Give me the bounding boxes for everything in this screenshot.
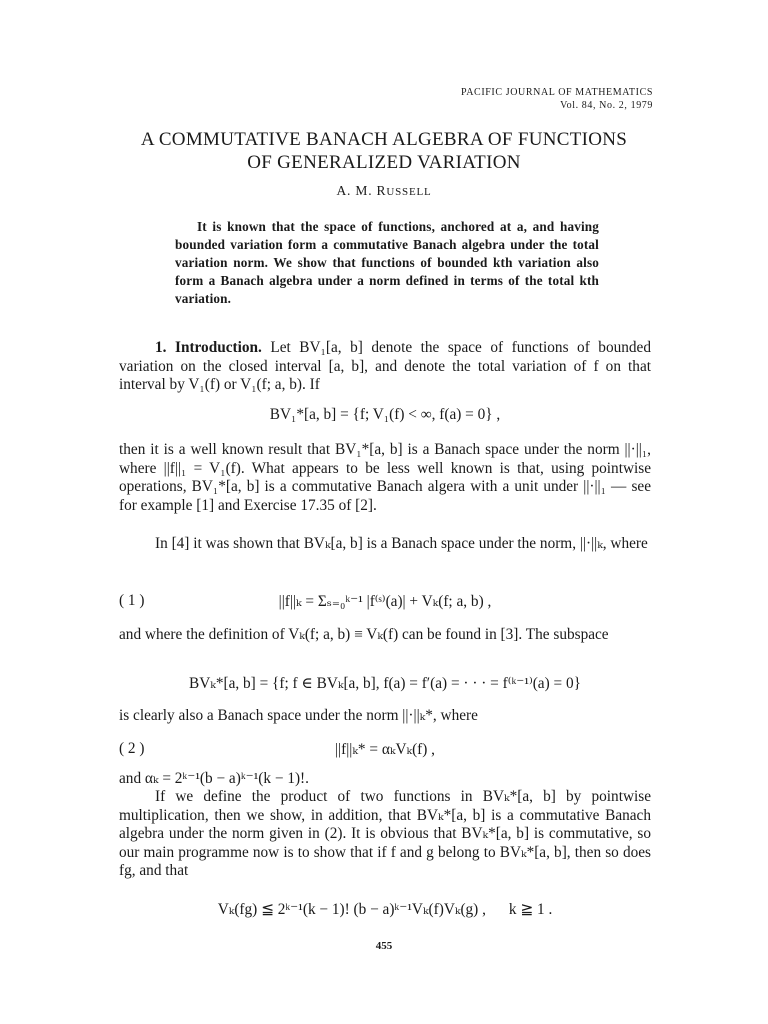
intro-paragraph-4: and where the definition of Vₖ(f; a, b) ≡ Vₖ(f) can be found in [3]. The subspace <box>119 626 609 643</box>
equation-1-expr: ||f||ₖ = Σₛ₌₀ᵏ⁻¹ |f⁽ˢ⁾(a)| + Vₖ(f; a, b) , <box>278 593 492 610</box>
journal-name: PACIFIC JOURNAL OF MATHEMATICS <box>460 87 653 98</box>
journal-volume: Vol. 84, No. 2, 1979 <box>560 100 653 111</box>
intro-paragraph-3: In [4] it was shown that BVₖ[a, b] is a Banach space under the norm, ||·||ₖ, where <box>155 535 648 552</box>
title-line-1: A COMMUTATIVE BANACH ALGEBRA OF FUNCTIONS <box>140 129 628 150</box>
equation-2-number: ( 2 ) <box>119 740 145 757</box>
intro-paragraph-2: then it is a well known result that BV₁*[a, b] is a Banach space under the norm ||·||₁, where ||f||₁ = V₁(f). What appears to be less well known is that, using pointwise operations, BV₁*[a, b] is a commutative Banach algera with a unit under ||·||₁ — see for example [1] and Exercise 17.35 of [2]. <box>119 441 651 514</box>
equation-bv1-star-expr: BV₁*[a, b] = {f; V₁(f) < ∞, f(a) = 0} , <box>269 406 501 423</box>
section-heading: 1. Introduction. <box>155 339 262 356</box>
page-number: 455 <box>375 940 393 952</box>
equation-subspace-expr: BVₖ*[a, b] = {f; f ∈ BVₖ[a, b], f(a) = f′(a) = · · · = f⁽ᵏ⁻¹⁾(a) = 0} <box>189 675 581 692</box>
equation-1-number: ( 1 ) <box>119 592 145 609</box>
author-initials: A. M. R <box>336 183 387 198</box>
abstract: It is known that the space of functions, anchored at a, and having bounded variation form a commutative Banach algebra under the total variation norm. We show that functions of bounded kth variation also form a Banach algebra under a norm defined in terms of the total kth variation. <box>175 219 599 306</box>
intro-paragraph-7: If we define the product of two functions in BVₖ*[a, b] by pointwise multiplication, then we show, in addition, that BVₖ*[a, b] is a commutative Banach algebra under the norm given in (2). It is obvious that BVₖ*[a, b] is commutative, so our main programme now is to show that if f and g belong to BVₖ*[a, b], then so does fg, and that <box>119 788 651 879</box>
intro-paragraph-1 <box>119 339 651 395</box>
equation-2-expr: ||f||ₖ* = αₖVₖ(f) , <box>335 741 435 758</box>
author <box>0 183 768 199</box>
author-surname: USSELL <box>386 186 432 198</box>
intro-paragraph-5: is clearly also a Banach space under the norm ||·||ₖ*, where <box>119 707 478 724</box>
intro-paragraph-6: and αₖ = 2ᵏ⁻¹(b − a)ᵏ⁻¹(k − 1)!. <box>119 770 309 787</box>
intro-paragraph-1-text: Let BV₁[a, b] denote the space of functions of bounded variation on the closed interval [a, b], and denote the total variation of f on that interval by V₁(f) or V₁(f; a, b). If <box>119 339 651 393</box>
title-line-2: OF GENERALIZED VARIATION <box>247 152 521 173</box>
paper-title <box>0 128 768 174</box>
journal-header <box>461 86 653 112</box>
equation-inequality-expr: Vₖ(fg) ≦ 2ᵏ⁻¹(k − 1)! (b − a)ᵏ⁻¹Vₖ(f)Vₖ(g) , k ≧ 1 . <box>217 901 553 918</box>
